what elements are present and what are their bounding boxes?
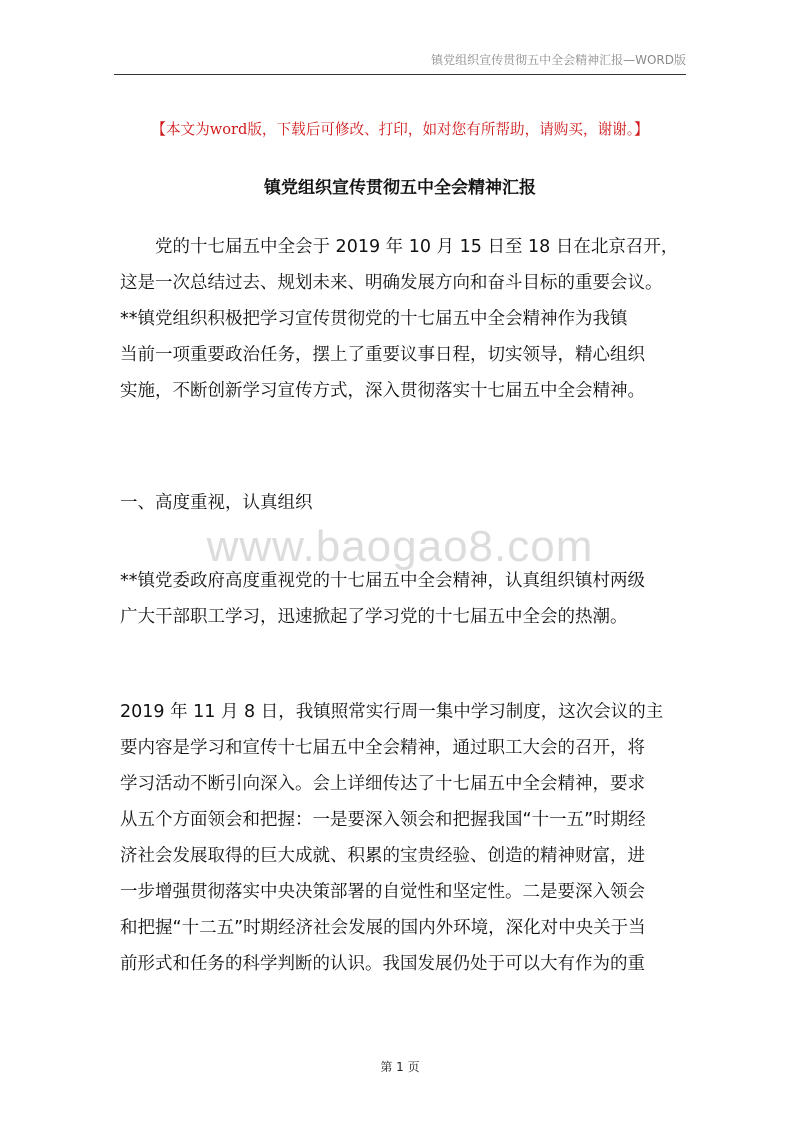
paragraph-line: 广大干部职工学习，迅速掀起了学习党的十七届五中全会的热潮。 [120, 607, 628, 627]
paragraph-line: 当前一项重要政治任务，摆上了重要议事日程，切实领导，精心组织 [120, 345, 645, 365]
watermark: www.baogao8.com [206, 522, 594, 571]
paragraph-line: 学习活动不断引向深入。会上详细传达了十七届五中全会精神，要求 [120, 774, 645, 794]
paragraph-line: 实施，不断创新学习宣传方式，深入贯彻落实十七届五中全会精神。 [120, 381, 645, 401]
paragraph-line: 党的十七届五中全会于 2019 年 10 月 15 日至 18 日在北京召开， [120, 237, 679, 257]
intro-paragraph [120, 229, 686, 409]
download-notice: 【本文为word版，下载后可修改、打印，如对您有所帮助，请购买，谢谢。】 [151, 121, 649, 138]
paragraph-line: **镇党委政府高度重视党的十七届五中全会精神，认真组织镇村两级 [120, 571, 645, 591]
paragraph-line: 2019 年 11 月 8 日，我镇照常实行周一集中学习制度，这次会议的主 [120, 702, 664, 722]
heading-text: 一、高度重视，认真组织 [120, 493, 313, 513]
paragraph-line: 一步增强贯彻落实中央决策部署的自觉性和坚定性。二是要深入领会 [120, 882, 645, 902]
paragraph-line: 和把握“十二五”时期经济社会发展的国内外环境，深化对中央关于当 [120, 918, 646, 938]
paragraph-line: 前形式和任务的科学判断的认识。我国发展仍处于可以大有作为的重 [120, 954, 645, 974]
paragraph-line: **镇党组织积极把学习宣传贯彻党的十七届五中全会精神作为我镇 [120, 309, 628, 329]
document-title: 镇党组织宣传贯彻五中全会精神汇报 [264, 178, 536, 198]
paragraph-line: 要内容是学习和宣传十七届五中全会精神，通过职工大会的召开，将 [120, 738, 645, 758]
paragraph-line: 这是一次总结过去、规划未来、明确发展方向和奋斗目标的重要会议。 [120, 273, 663, 293]
section2-paragraph [120, 694, 686, 982]
section1-paragraph [120, 563, 686, 635]
paragraph-line: 济社会发展取得的巨大成就、积累的宝贵经验、创造的精神财富，进 [120, 846, 645, 866]
header-divider [114, 74, 686, 75]
page-number: 第 1 页 [380, 1060, 420, 1074]
paragraph-line: 从五个方面领会和把握：一是要深入领会和把握我国“十一五”时期经 [120, 810, 646, 830]
running-header: 镇党组织宣传贯彻五中全会精神汇报—WORD版 [431, 53, 686, 67]
section-heading [120, 485, 686, 521]
